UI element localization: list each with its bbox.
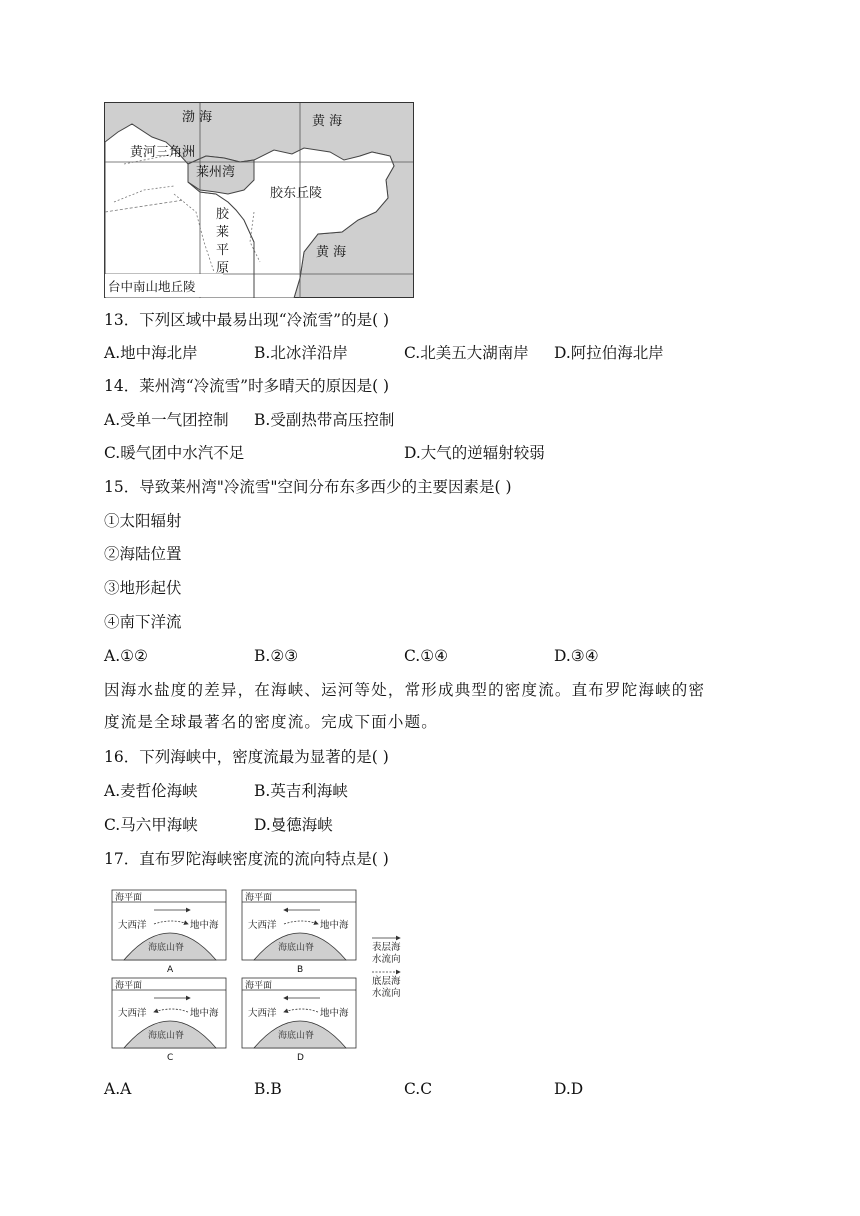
- panel-b: [242, 890, 356, 975]
- svg-text:大西洋: 大西洋: [118, 920, 147, 931]
- q14-stem: 14．莱州湾“冷流雪”时多晴天的原因是( ): [104, 377, 390, 395]
- svg-text:地中海: 地中海: [320, 920, 349, 931]
- q13-option-c[interactable]: C.北美五大湖南岸: [404, 344, 529, 362]
- delta-label: 黄河三角洲: [130, 145, 196, 160]
- panel-a: [112, 890, 226, 975]
- svg-text:水流向: 水流向: [372, 988, 401, 999]
- svg-text:海平面: 海平面: [115, 893, 143, 903]
- svg-text:大西洋: 大西洋: [248, 1008, 277, 1019]
- svg-text:海平面: 海平面: [115, 981, 143, 991]
- q16-option-a[interactable]: A.麦哲伦海峡: [104, 782, 198, 800]
- svg-text:地中海: 地中海: [190, 1008, 219, 1019]
- jiaolai-char-1: 胶: [216, 207, 230, 222]
- q15-stem: 15．导致莱州湾"冷流雪"空间分布东多西少的主要因素是( ): [104, 478, 512, 496]
- q14-option-a[interactable]: A.受单一气团控制: [104, 411, 229, 429]
- svg-text:海底山脊: 海底山脊: [148, 943, 185, 953]
- jiaolai-char-4: 原: [216, 261, 230, 276]
- svg-text:大西洋: 大西洋: [248, 920, 277, 931]
- q15-option-a[interactable]: A.①②: [104, 647, 148, 665]
- q17-option-a[interactable]: A.A: [104, 1080, 132, 1098]
- bottom-region-label: 台中南山地丘陵: [108, 279, 196, 294]
- q15-item-4: ④南下洋流: [104, 613, 182, 631]
- svg-text:海平面: 海平面: [245, 893, 273, 903]
- q17-option-d[interactable]: D.D: [554, 1080, 584, 1098]
- panel-c: [112, 978, 226, 1063]
- svg-text:海底山脊: 海底山脊: [278, 1031, 315, 1041]
- bohai-label: 渤 海: [182, 110, 213, 125]
- q17-option-b[interactable]: B.B: [254, 1080, 282, 1098]
- svg-text:表层海: 表层海: [372, 942, 401, 953]
- q17-stem: 17．直布罗陀海峡密度流的流向特点是( ): [104, 850, 389, 868]
- passage-line-2: 度流是全球最著名的密度流。完成下面小题。: [104, 713, 439, 731]
- laizhou-bay-map: [104, 102, 414, 298]
- q16-option-d[interactable]: D.曼德海峡: [254, 816, 333, 834]
- svg-text:海底山脊: 海底山脊: [148, 1031, 185, 1041]
- svg-text:底层海: 底层海: [372, 976, 401, 987]
- q15-option-b[interactable]: B.②③: [254, 647, 299, 665]
- svg-text:地中海: 地中海: [320, 1008, 349, 1019]
- svg-text:海平面: 海平面: [245, 981, 273, 991]
- q13-option-b[interactable]: B.北冰洋沿岸: [254, 344, 348, 362]
- density-diagram-svg: [110, 888, 420, 1068]
- density-current-diagram: [110, 888, 420, 1068]
- q16-stem: 16．下列海峡中，密度流最为显著的是( ): [104, 748, 389, 766]
- jiaolai-char-3: 平: [216, 243, 230, 258]
- q15-item-2: ②海陆位置: [104, 545, 182, 563]
- panel-a-label: A: [167, 965, 174, 975]
- huanghai-bottom-label: 黄 海: [316, 245, 347, 260]
- q16-option-b[interactable]: B.英吉利海峡: [254, 782, 348, 800]
- q13-option-a[interactable]: A.地中海北岸: [104, 344, 198, 362]
- q15-item-3: ③地形起伏: [104, 579, 182, 597]
- map-svg: [104, 102, 414, 298]
- svg-text:大西洋: 大西洋: [118, 1008, 147, 1019]
- q13-option-d[interactable]: D.阿拉伯海北岸: [554, 344, 664, 362]
- q15-item-1: ①太阳辐射: [104, 512, 182, 530]
- svg-text:地中海: 地中海: [190, 920, 219, 931]
- jiaodong-hills-label: 胶东丘陵: [270, 186, 323, 201]
- q13-stem: 13．下列区域中最易出现“冷流雪”的是( ): [104, 311, 390, 329]
- q17-option-c[interactable]: C.C: [404, 1080, 433, 1098]
- reading-passage: [104, 674, 754, 738]
- panel-d: [242, 978, 356, 1063]
- q14-option-b[interactable]: B.受副热带高压控制: [254, 411, 395, 429]
- panel-b-label: B: [297, 965, 304, 975]
- panel-c-label: C: [167, 1053, 174, 1063]
- q15-option-d[interactable]: D.③④: [554, 647, 599, 665]
- q14-option-c[interactable]: C.暖气团中水汽不足: [104, 444, 245, 462]
- q16-option-c[interactable]: C.马六甲海峡: [104, 816, 198, 834]
- passage-line-1: 因海水盐度的差异，在海峡、运河等处，常形成典型的密度流。直布罗陀海峡的密: [104, 681, 706, 699]
- huanghai-top-label: 黄 海: [312, 114, 343, 129]
- svg-text:水流向: 水流向: [372, 954, 401, 965]
- jiaolai-char-2: 莱: [216, 225, 230, 240]
- panel-d-label: D: [297, 1053, 304, 1063]
- laizhou-bay-label: 莱州湾: [196, 165, 236, 180]
- q14-option-d[interactable]: D.大气的逆辐射较弱: [404, 444, 545, 462]
- diagram-legend: [372, 938, 401, 999]
- q15-option-c[interactable]: C.①④: [404, 647, 449, 665]
- svg-text:海底山脊: 海底山脊: [278, 943, 315, 953]
